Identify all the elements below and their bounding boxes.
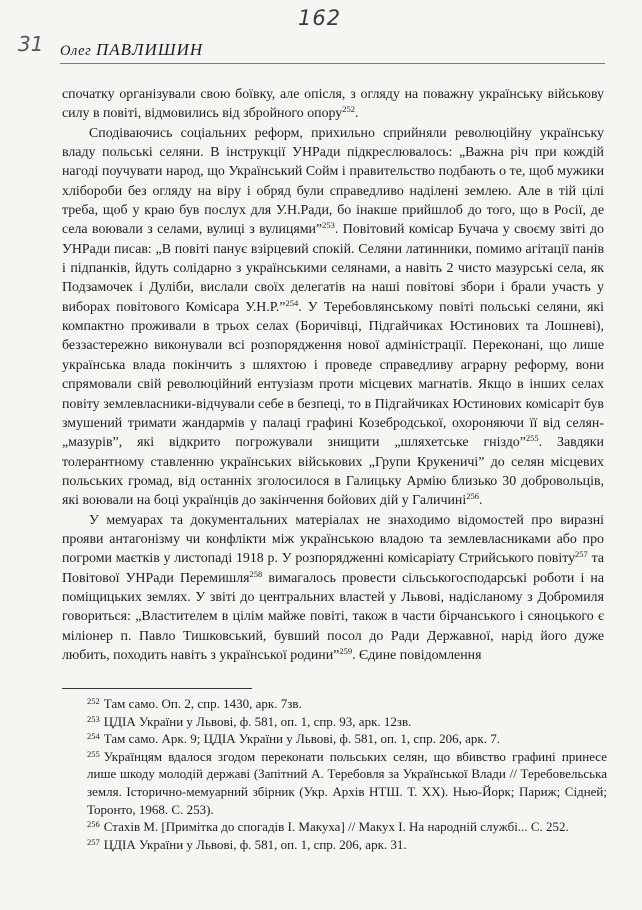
paragraph-text: . (478, 493, 483, 509)
paragraph-text: та Повітової УНРади Перемишля (62, 551, 604, 586)
paragraph-text: . У Теребовлянському повіті польські селяни, які компактно проживали в трьох селах (Боричівці, Підгайчиках Юстинових та Лошневі), беззастережно виконували всі розпорядження нової адміністрації. Переконані, що лише українська влада покінчить з шляхтою і проведе справедливу аграрну реформу, вони спрямовали свій революційний ентузіазм проти місцевих магнатів. Якщо в інших селах повіту землевласники-відчували себе в безпеці, то в Підгайчиках Юстинових комісаріт був змушений тримати жандармів у палаці графині Козебродської, охороняючи її від селян-„мазурів”, які відкрито погрожували знищити „шляхетське гніздо” (62, 299, 604, 451)
footnote-ref: 253 (322, 220, 335, 231)
handwritten-page-number: 162 (298, 6, 342, 30)
paragraph-text: . Завдяки толерантному ставленню українських військових „Групи Крукеничі” до селян місцевих польських громад, від останніх зголосилося в Галицьку Армію близько 30 добровольців, які воювали на боці українців до закінчення бойових дій у Галичині (62, 435, 604, 509)
footnote-text: ЦДІА України у Львові, ф. 581, оп. 1, спр. 206, арк. 31. (103, 836, 407, 852)
footnote-number: 255 (87, 748, 100, 759)
footnote-text: Стахів М. [Примітка до спогадів І. Макуха] // Макух І. На народній службі... С. 252. (103, 819, 569, 835)
footnote-text: Там само. Арк. 9; ЦДІА України у Львові, ф. 581, оп. 1, спр. 206, арк. 7. (103, 731, 500, 747)
footnote-ref: 256 (466, 491, 479, 502)
paragraph-text: Сподіваючись соціальних реформ, прихильно сприйняли революційну українську владу польські селяни. В інструкції УНРади підкреслювалось: „Важна річ при кождій нагоді поучувати народ, що Український Сойм і правительство подбають о те, щоб мужики хлібороби без огляду на віру і обряд були справедливо наділені землею. Але в тій цілі треба, щоб у краю був послух для У.Н.Ради, бо інакше прийшлоб до того, що в Росії, де села воювали з селами, вулиці з вулицями” (62, 125, 604, 238)
footnote-text: Українцям вдалося згодом переконати польських селян, що вбивство графині принесе лише шкоду молодій державі (Запітний А. Теребовля за Української Влади // Теребовельська земля. Історично-мемуарний збірник (Укр. Архів НТШ. Т. XX). Нью-Йорк; Париж; Сідней; Торонто, 1968. С. 253). (87, 748, 607, 817)
footnote-text: ЦДІА України у Львові, ф. 581, оп. 1, спр. 93, арк. 12зв. (103, 713, 412, 729)
paragraph (62, 85, 604, 124)
paragraph-text: спочатку організували свою боївку, але опісля, з огляду на поважну українську військову силу в повіті, відмовились від збройного опору (62, 87, 604, 122)
paragraph-text: . Повітовий комісар Бучача у своєму звіті до УНРади писав: „В повіті панує взірцевий спокій. Селяни латинники, помимо агітації панів і підпанків, йдуть солідарно з українськими селянами, а навіть 2 чисто мазурські села, як Подзамочек і Дуліби, вислали своїх делегатів на наші повітові збори і брали участь у виборах повітового Комісара У.Н.Р.” (62, 222, 604, 315)
author-last-name: ПАВЛИШИН (96, 40, 204, 59)
paragraph-text: вимагалось провести сільськогосподарські роботи і на поміщицьких землях. У звіті до центральних властей у Львові, надісланому з Добромиля говориться: „Властителем в цілім майже повіті, також в части бірчанського і сяноцького є міліонер п. Павло Тишковський, бувший посол до Ради Державної, нарід його дуже любить, походить навіть з української родини” (62, 570, 605, 663)
paragraph-text: У мемуарах та документальних матеріалах не знаходимо відомостей про виразні прояви антагонізму чи конфлікти між українською владою та землевласниками або про погроми маєтків у листопаді 1918 р. У розпорядженні комісаріату Стрийського повіту (62, 512, 604, 567)
body-text (62, 85, 604, 665)
paragraph (62, 511, 604, 666)
footnote (62, 713, 607, 731)
footnote-divider (62, 688, 252, 689)
footnote-ref: 252 (342, 104, 355, 115)
footnote-ref: 255 (525, 433, 539, 444)
footnote-ref: 257 (575, 549, 588, 560)
footnote-text: Там само. Оп. 2, спр. 1430, арк. 7зв. (103, 696, 302, 711)
footnotes (62, 695, 607, 853)
paragraph-text: . Єдине повідомлення (352, 647, 482, 663)
handwritten-folio: 31 (18, 32, 44, 56)
author-first-name: Олег (60, 43, 92, 59)
footnote (62, 695, 607, 713)
footnote-number: 252 (87, 696, 100, 706)
footnote-ref: 254 (285, 297, 299, 308)
footnote-number: 256 (87, 819, 100, 830)
footnote-ref: 259 (339, 645, 353, 656)
paragraph (62, 124, 604, 511)
footnote-ref: 258 (249, 568, 263, 579)
footnote-number: 253 (87, 713, 100, 724)
running-head (60, 40, 605, 64)
footnote-number: 257 (87, 836, 100, 847)
footnote (62, 836, 607, 854)
paragraph-text: . (354, 106, 359, 122)
footnote (62, 748, 607, 818)
footnote (62, 730, 607, 748)
footnote-number: 254 (87, 731, 100, 742)
footnote (62, 818, 607, 836)
